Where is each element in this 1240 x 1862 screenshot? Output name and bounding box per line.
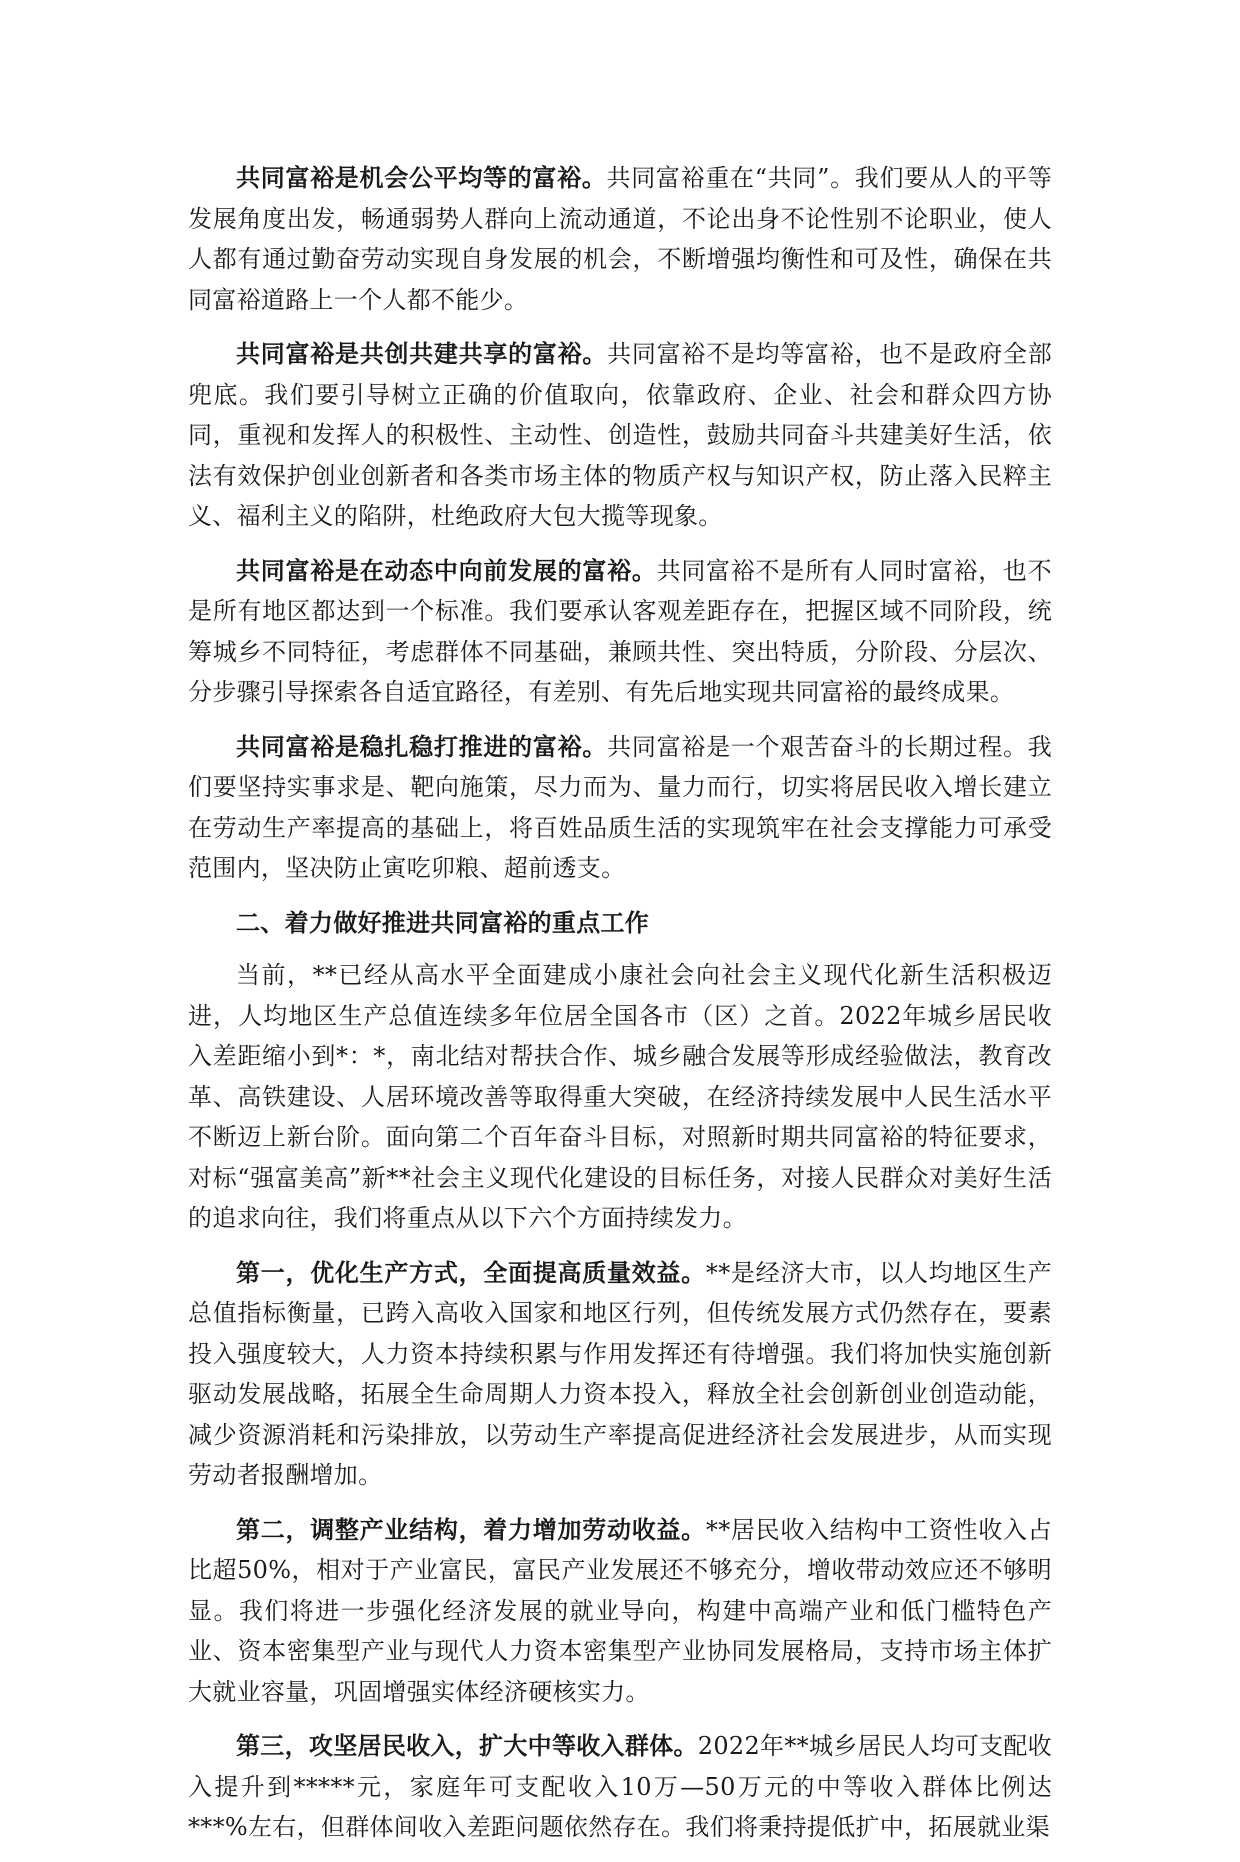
paragraph-lead: 共同富裕是稳扎稳打推进的富裕。 [236,731,608,761]
paragraph-point-2 [188,1510,1052,1713]
section-heading: 二、着力做好推进共同富裕的重点工作 [236,907,650,937]
paragraph-dynamic-development [188,551,1052,713]
paragraph-lead: 第一，优化生产方式，全面提高质量效益。 [236,1257,706,1287]
paragraph-lead: 第二，调整产业结构，着力增加劳动收益。 [236,1514,706,1544]
document-body [188,158,1052,1862]
paragraph-body: 共同富裕重在“共同”。我们要从人的平等发展角度出发，畅通弱势人群向上流动通道，不论出身不论性别不论职业，使人人都有通过勤奋劳动实现自身发展的机会，不断增强均衡性和可及性，确保在共同富裕道路上一个人都不能少。 [188,164,1052,314]
paragraph-body: **居民收入结构中工资性收入占比超50%，相对于产业富民，富民产业发展还不够充分，增收带动效应还不够明显。我们将进一步强化经济发展的就业导向，构建中高端产业和低门槛特色产业、资本密集型产业与现代人力资本密集型产业协同发展格局，支持市场主体扩大就业容量，巩固增强实体经济硬核实力。 [188,1515,1052,1706]
paragraph-steady-progress [188,727,1052,889]
paragraph-lead: 共同富裕是在动态中向前发展的富裕。 [236,555,657,585]
paragraph-body: 2022年**城乡居民人均可支配收入提升到*****元，家庭年可支配收入10万—50万元的中等收入群体比例达***%左右，但群体间收入差距问题依然存在。我们将秉持提低扩中，拓展就业渠 [188,1732,1052,1841]
paragraph-body: **是经济大市，以人均地区生产总值指标衡量，已跨入高收入国家和地区行列，但传统发展方式仍然存在，要素投入强度较大，人力资本持续积累与作用发挥还有待增强。我们将加快实施创新驱动发展战略，拓展全生命周期人力资本投入，释放全社会创新创业创造动能，减少资源消耗和污染排放，以劳动生产率提高促进经济社会发展进步，从而实现劳动者报酬增加。 [188,1258,1052,1489]
paragraph-body: 共同富裕不是均等富裕，也不是政府全部兜底。我们要引导树立正确的价值取向，依靠政府、企业、社会和群众四方协同，重视和发挥人的积极性、主动性、创造性，鼓励共同奋斗共建美好生活，依法有效保护创业创新者和各类市场主体的物质产权与知识产权，防止落入民粹主义、福利主义的陷阱，杜绝政府大包大揽等现象。 [188,340,1052,530]
paragraph-point-3 [188,1726,1052,1848]
paragraph-body: 共同富裕不是所有人同时富裕，也不是所有地区都达到一个标准。我们要承认客观差距存在，把握区域不同阶段，统筹城乡不同特征，考虑群体不同基础，兼顾共性、突出特质，分阶段、分层次、分步骤引导探索各自适宜路径，有差别、有先后地实现共同富裕的最终成果。 [188,556,1052,706]
paragraph-body: 共同富裕是一个艰苦奋斗的长期过程。我们要坚持实事求是、靶向施策，尽力而为、量力而行，切实将居民收入增长建立在劳动生产率提高的基础上，将百姓品质生活的实现筑牢在社会支撑能力可承受范围内，坚决防止寅吃卯粮、超前透支。 [188,732,1052,882]
paragraph-lead: 共同富裕是机会公平均等的富裕。 [236,163,607,192]
paragraph-intro: 当前，**已经从高水平全面建成小康社会向社会主义现代化新生活积极迈进，人均地区生产总值连续多年位居全国各市（区）之首。2022年城乡居民收入差距缩小到*：*，南北结对帮扶合作、城乡融合发展等形成经验做法，教育改革、高铁建设、人居环境改善等取得重大突破，在经济持续发展中人民生活水平不断迈上新台阶。面向第二个百年奋斗目标，对照新时期共同富裕的特征要求，对标“强富美高”新**社会主义现代化建设的目标任务，对接人民群众对美好生活的追求向往，我们将重点从以下六个方面持续发力。 [188,961,1052,1232]
paragraph-lead: 共同富裕是共创共建共享的富裕。 [236,339,608,368]
paragraph-lead: 第三，攻坚居民收入，扩大中等收入群体。 [236,1731,698,1760]
paragraph-co-creation [188,334,1052,537]
paragraph-equal-opportunity [188,158,1052,320]
paragraph-point-1 [188,1253,1052,1496]
